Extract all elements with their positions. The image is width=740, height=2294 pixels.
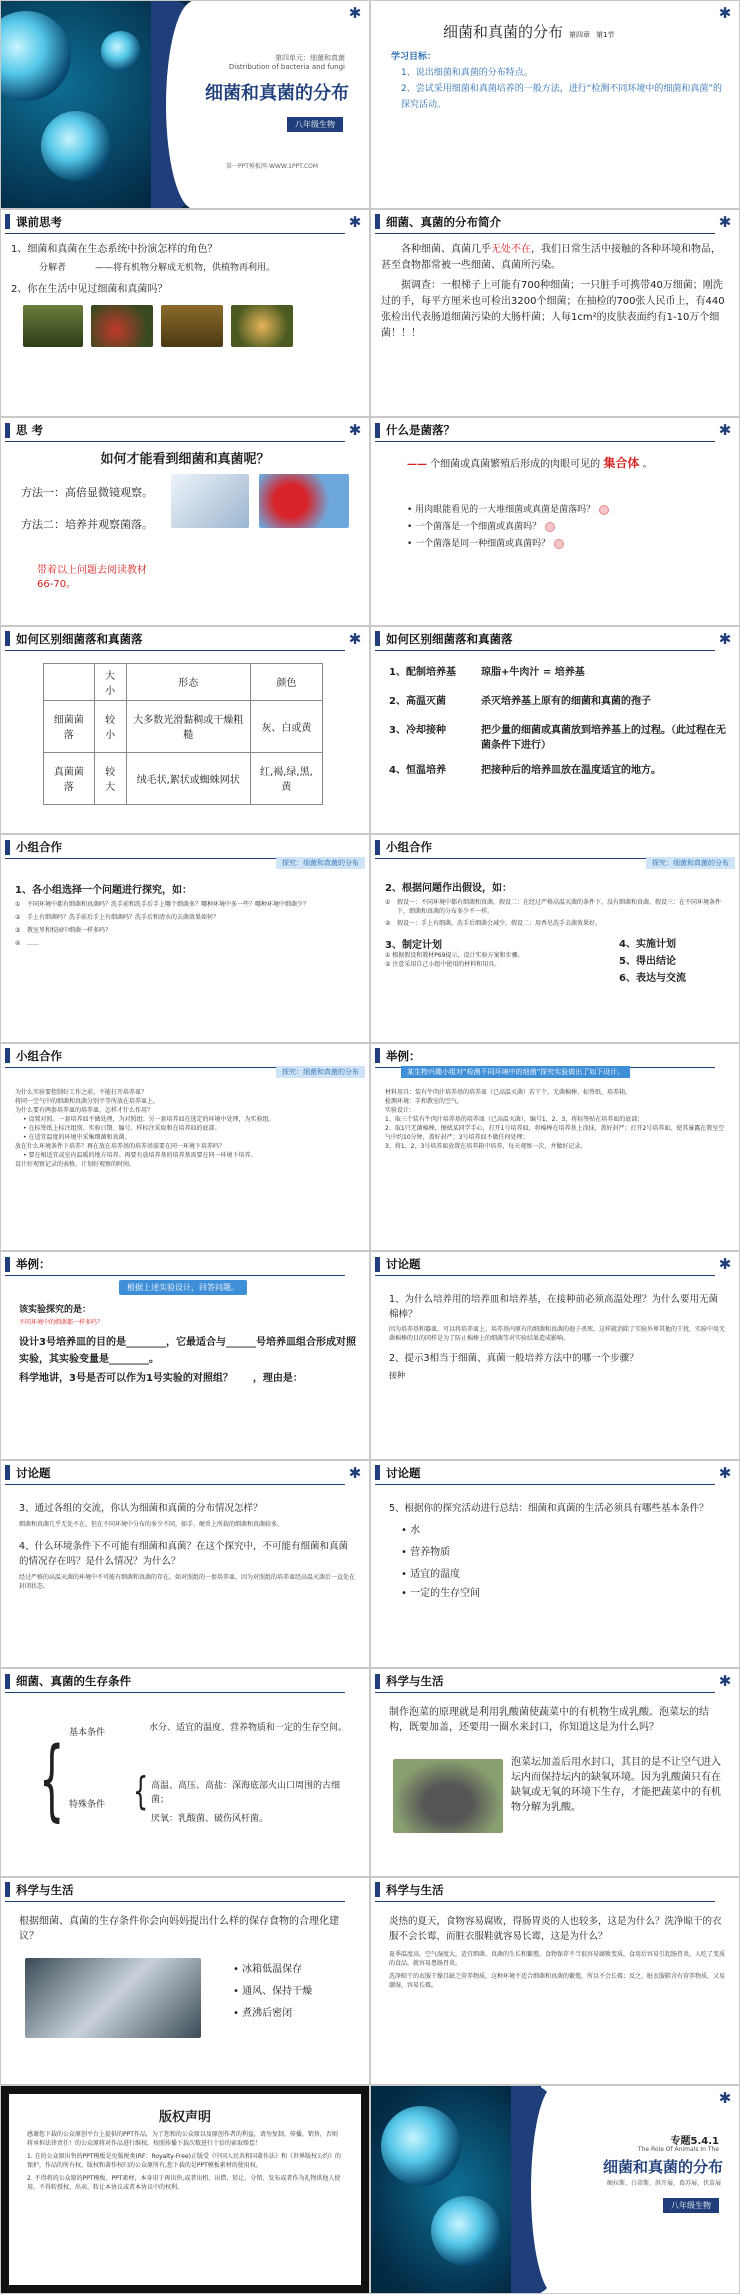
topic-tag: 根据上述实验设计，回答问题。 [119, 1280, 247, 1295]
end-tag: 专题5.4.1 [670, 2136, 719, 2147]
slide-header: 小组合作 [16, 1048, 62, 1063]
slide-header: 举例： [16, 1257, 51, 1271]
basic-value: 水分、适宜的温度、营养物质和一定的生存空间。 [149, 1723, 348, 1733]
chapter-label: 第四章 [569, 31, 591, 39]
text-line: 材料用具：装有牛肉汁培养基的培养皿（已高温灭菌）若干个、无菌棉棒、标签纸、培养箱。 [385, 1088, 632, 1096]
question: 4、什么环境条件下不可能有细菌和真菌？在这个探究中，不可能有细菌和真菌的情况存在吗？是什么情况？为什么？ [19, 1540, 349, 1567]
text-line: • 要在相适宜或室内温暖的地方培养。再要有放培养基的培养基需要在同一环境下培养。 [23, 1151, 257, 1159]
list-item: ② 假设一：手上有细菌，洗手后细菌会减少。假设二：用香皂洗手去菌效果好。 [385, 920, 602, 927]
step-label: 6、表达与交流 [619, 973, 686, 984]
fungus-photo [231, 305, 293, 347]
snowflake-icon: ✱ [718, 2089, 732, 2107]
question: 3、通过各组的交流，你认为细菌和真菌的分布情况怎样？ [19, 1502, 263, 1514]
colony-question: • 一个菌落是同一种细菌或真菌吗？ [407, 536, 609, 553]
paragraph: 根据细菌、真菌的生存条件你会向妈妈提出什么样的保存食物的合理化建议？ [19, 1915, 339, 1942]
cover-unit: 第四单元：细菌和真菌 [275, 54, 345, 62]
goal-item: 2、尝试采用细菌和真菌培养的一般方法，进行“检测不同环境中的细菌和真菌”的探究活动。 [401, 84, 723, 110]
snowflake-icon: ✱ [718, 1255, 732, 1273]
slide-science-life-3 [370, 1877, 740, 2086]
cover-en: Distribution of bacteria and fungi [228, 63, 345, 71]
answer-mark-icon [599, 505, 609, 515]
fungus-photo [23, 305, 83, 347]
text-line: 2、取1只无菌棉棒，擦拭某同学手心，打开1号培养皿，将棉棒在培养基上涂抹，盖好封严；打开2号培养皿，使其暴露在教室空气中约10分钟，盖好封严；3号培养皿不做任何处理； [385, 1124, 725, 1141]
snowflake-icon: ✱ [718, 212, 732, 231]
list-item: • 一定的生存空间 [401, 1587, 481, 1599]
topic-tag: 探究：细菌和真菌的分布 [276, 1066, 365, 1078]
slide-header: 如何区别细菌落和真菌落 [386, 631, 513, 646]
question: 该实验探究的是： [19, 1305, 92, 1315]
text-line: 实验设计： [385, 1106, 416, 1114]
intro-text: ，我们日常生活中接触的各种环境和物品，甚至食物都常被一些细菌、真菌所污染。 [381, 243, 721, 271]
paragraph: 泡菜坛加盖后用水封口，其目的是不让空气进入坛内而保持坛内的缺氧环境。因为乳酸菌只有在缺氧或无氧的环境下生存，才能把蔬菜中的有机物分解为乳酸。 [511, 1757, 721, 1813]
highlight-text: 无处不在 [491, 243, 531, 255]
virus-image [41, 111, 111, 181]
answer-text: 因为培养基和器皿，可以将培养皿上、培养基内原有的细菌和真菌的孢子杀死，这样就消除了实验外界其他的干扰，实验中用无菌棉棒的目的同样是为了防止棉棒上的细菌等对实验结果造成影响。 [389, 1326, 726, 1342]
end-en: The Role Of Animals In The [637, 2146, 719, 2153]
slide-header: 科学与生活 [386, 1882, 444, 1897]
slide-science-life-1 [370, 1668, 740, 1877]
step-row: 2、高温灭菌 杀灭培养基上原有的细菌和真菌的孢子 [389, 695, 651, 707]
answer-text: 经过严格的高温灭菌的环境中不可能有细菌和真菌的存在。如对照组的一套培养皿，因为对照组的培养皿经高温灭菌后一直处在封闭状态。 [19, 1573, 356, 1590]
slide-header: 小组合作 [386, 840, 432, 854]
slide-science-life-2 [0, 1877, 370, 2086]
slide-example-design [370, 1043, 740, 1252]
text-line: 1、取三个装有牛肉汁培养基的培养皿（已高温灭菌），编号1、2、3，将标签贴在培养皿的底部； [385, 1115, 644, 1123]
slide-end-cover [370, 2085, 740, 2294]
slide-header: 如何区别细菌落和真菌落 [16, 631, 143, 646]
virus-image [431, 2196, 501, 2266]
slide-header: 细菌、真菌的分布简介 [386, 214, 501, 229]
lead-text: 1、各小组选择一个问题进行探究，如： [15, 885, 192, 896]
definition-text: 个细菌或真菌繁殖后形成的肉眼可见的 [430, 459, 601, 470]
text-line: 为什么要有两套培养皿的培养皿，怎样才什么作用？ [15, 1106, 154, 1114]
slide-example-questions [0, 1251, 370, 1460]
snowflake-icon: ✱ [348, 212, 362, 231]
slide-group-work-2 [370, 834, 740, 1043]
slide-group-work-3 [0, 1043, 370, 1252]
section-label: 第1节 [596, 31, 615, 39]
list-item: ① 根据假设和教材P69提示，设计实验方案和步骤。 [385, 952, 524, 959]
list-item: • 营养物质 [401, 1546, 451, 1558]
slide-think [0, 417, 370, 626]
special-label: 特殊条件 [69, 1800, 106, 1810]
question: 1、细菌和真菌在生态系统中扮演怎样的角色？ [11, 243, 218, 255]
slide-title: 细菌和真菌的分布 [443, 23, 564, 41]
step-row: 3、冷却接种 把少量的细菌或真菌放到培养基上的过程。（此过程在无菌条件下进行） [389, 724, 726, 751]
end-subtitle: 硬拉斯、白蒂斯、洪开展、葛苏展、伏苗展 [606, 2180, 721, 2187]
list-item: • 通风、保持干燥 [233, 1985, 313, 1997]
slide-header: 讨论题 [386, 1257, 421, 1271]
slide-learning-goals [370, 0, 740, 209]
slide-colony-table [0, 626, 370, 835]
slide-cover [0, 0, 370, 209]
slide-discussion-3 [370, 1460, 740, 1669]
list-item: ① 假设一：不同环境中都有细菌和真菌。假设二：在经过严格高温灭菌的条件下，没有细菌和真菌。假设三：在不同环境条件下，细菌和真菌的分布多少不一样。 [385, 899, 722, 915]
special-value: 高温、高压、高盐：深海底部火山口周围的古细菌； [151, 1781, 341, 1805]
slide-header: 讨论题 [386, 1465, 421, 1480]
step-label: 5、得出结论 [619, 956, 676, 967]
question: 科学地讲，3号是否可以作为1号实验的对照组？ ，理由是： [19, 1373, 303, 1384]
table-row: 真菌菌落 较大 绒毛状,絮状或蜘蛛网状 红,褐,绿,黑,黄 [44, 752, 323, 804]
slide-living-conditions [0, 1668, 370, 1877]
answer-mark-icon [545, 522, 555, 532]
slide-header: 细菌、真菌的生存条件 [16, 1674, 131, 1688]
mold-photo [161, 305, 223, 347]
end-badge: 八年级生物 [663, 2198, 719, 2213]
slide-what-is-colony [370, 417, 740, 626]
cover-title: 细菌和真菌的分布 [205, 83, 349, 104]
snowflake-icon: ✱ [348, 421, 362, 439]
topic-tag: 探究：细菌和真菌的分布 [276, 857, 365, 869]
answer-text: ——将有机物分解成无机物，供植物再利用。 [95, 262, 276, 273]
basic-label: 基本条件 [69, 1728, 106, 1738]
brace-icon: { [133, 1768, 149, 1814]
copyright-text: 感谢您下载的公众原创平台上提供的PPT作品，为了您和的公众原以及原创作者的利益，请勿复制、传播、销售，否则将承担法律责任！的公众原将对作品进行维权，按照传播下载次数进行十倍的索取赔偿！ [27, 2131, 338, 2147]
snowflake-icon: ✱ [348, 629, 362, 648]
snowflake-icon: ✱ [348, 4, 362, 22]
text-line: • 设置对照。一套培养皿不做处理，为对照组；另一套培养皿在选定的环境中处理，为实验组。 [23, 1115, 275, 1123]
text-line: 3、将1、2、3号培养皿放置在培养箱中培养，每天观察一次，并做好记录。 [385, 1142, 587, 1150]
cover-site: 第一PPT模板网-WWW.1PPT.COM [226, 163, 319, 170]
list-item: • 冰箱低温保存 [233, 1963, 303, 1975]
lead-text: 2、根据问题作出假设，如： [385, 883, 512, 894]
slide-header: 思 考 [16, 423, 44, 437]
colony-question: • 用肉眼能看见的一大堆细菌或真菌是菌落吗？ [407, 502, 609, 519]
slide-culture-steps [370, 626, 740, 835]
topic-tag: 某生物兴趣小组对“检测不同环境中的细菌”探究实验做出了如下设计。 [401, 1066, 630, 1078]
text-line: 设计好观察记录的表格，计划好观察的时间。 [15, 1160, 136, 1168]
table-row: 细菌菌落 较小 大多数光滑黏稠或干燥粗糙 灰、白或黄 [44, 700, 323, 752]
list-item: ② 手上有细菌吗？洗手前后手上有细菌吗？洗手后和清水的去菌效果如何？ [15, 914, 220, 921]
slide-header: 小组合作 [16, 840, 62, 854]
special-value: 厌氧：乳酸菌、破伤风杆菌。 [151, 1814, 269, 1824]
slide-discussion-1 [370, 1251, 740, 1460]
slide-header: 举例： [386, 1048, 421, 1063]
paragraph: 洗净晾干的衣服干燥且缺乏营养物质，这种环境不适合细菌和真菌的繁殖，所以不会长霉；反之，脏衣服鞋含有营养物质，又易潮湿，容易长霉。 [389, 1972, 726, 1989]
question: 2、你在生活中见过细菌和真菌吗？ [11, 283, 168, 295]
method-2: 方法二：培养并观察菌落。 [21, 518, 153, 531]
microscope-photo [171, 474, 249, 528]
end-title: 细菌和真菌的分布 [602, 2158, 723, 2176]
list-item: ③ 教室里和校园中细菌一样多吗？ [15, 927, 112, 934]
virus-image [101, 31, 141, 71]
colony-comparison-table [43, 663, 323, 805]
question: 1、为什么培养用的培养皿和培养基，在接种前必须高温处理？为什么要用无菌棉棒？ [389, 1294, 719, 1320]
paragraph: 制作泡菜的原理就是利用乳酸菌使蔬菜中的有机物生成乳酸。泡菜坛的结构，既要加盖，还要用一圈水来封口，你知道这是为什么吗？ [389, 1707, 709, 1733]
pickle-jar-photo [393, 1759, 503, 1833]
copyright-text: 2. 不得将的公众原的PPT模板、PPT素材，本身用于再出售,或者出租、出借、转让、分销、发布或者作为礼物供他人使用，不得转授权、出卖、转让本协议或者本协议中的权利。 [27, 2175, 341, 2191]
slide-group-work-1 [0, 834, 370, 1043]
answer-mark-icon [554, 539, 564, 549]
snowflake-icon: ✱ [348, 1463, 362, 1482]
think-question: 如何才能看到细菌和真菌呢？ [100, 452, 270, 467]
table-header: 大小 形态 颜色 [44, 663, 323, 700]
slide-header: 课前思考 [16, 214, 62, 229]
goal-label: 学习目标： [391, 52, 437, 62]
slide-header: 讨论题 [16, 1465, 51, 1480]
question: 设计3号培养皿的目的是________，它最适合与______号培养皿组合形成对照实验，其实验变量是________。 [19, 1337, 356, 1365]
slide-pre-thinking [0, 209, 370, 418]
intro-text: 各种细菌、真菌几乎 [401, 243, 491, 255]
text-line: 将同一空气中的细菌和真菌分别平等所放在培养皿上。 [15, 1097, 160, 1105]
list-item: • 水 [401, 1524, 421, 1536]
text-line: 检测环境：手和教室的空气。 [385, 1097, 464, 1105]
reading-note: 带着以上问题去阅读教材66-70。 [37, 565, 147, 590]
definition-end: 。 [642, 459, 653, 470]
answer-label: 分解者 [39, 262, 67, 273]
brace-icon: { [39, 1730, 65, 1832]
slide-header: 科学与生活 [386, 1674, 444, 1688]
topic-tag: 探究：细菌和真菌的分布 [646, 857, 735, 869]
text-line: 放在什么环境条件下培养？再在放在培养基的培养基需要在同一环境下培养吗？ [15, 1142, 226, 1150]
paragraph: 夏季温度高，空气湿度大，适宜细菌、真菌的生长和繁殖，食物保存不当很容易腐败变质，食用后容易引起肠胃炎。人吃了变质的食品，就容易患肠胃炎。 [389, 1950, 726, 1967]
snowflake-icon: ✱ [718, 1672, 732, 1690]
plan-heading: 3、制定计划 [385, 940, 442, 951]
answer-text: 细菌和真菌几乎无处不在，但在不同环境中分布的多少不同，如手、硬币上所载的细菌和真菌较多。 [19, 1520, 284, 1528]
snowflake-icon: ✱ [718, 421, 732, 439]
list-item: • 适宜的温度 [401, 1568, 461, 1580]
slide-distribution-intro [370, 209, 740, 418]
step-row: 1、配制培养基 琼脂+牛肉汁 = 培养基 [389, 666, 585, 678]
copyright-text: 1. 在的公众原出售的PPT模板是免版税类(RF：Royalty-Free)正版受《中国人民共和国著作法》和《世界版权公约》的保护，作品的所有权、版权和著作权归的公众原所有,您下载的是PPT模板素材的使用权。 [27, 2153, 341, 2169]
blank: —— [407, 459, 427, 470]
answer-text: 接种 [389, 1371, 405, 1380]
slide-header: 科学与生活 [16, 1882, 74, 1897]
goal-item: 1、说出细菌和真菌的分布特点。 [401, 68, 533, 78]
cover-badge: 八年级生物 [287, 117, 343, 132]
method-1: 方法一：高倍显微镜观察。 [21, 486, 153, 499]
step-label: 4、实施计划 [619, 939, 676, 950]
text-line: • 在适宜温度的环境中采集细菌和真菌。 [23, 1133, 131, 1141]
colony-question: • 一个菌落是一个细菌或真菌吗？ [407, 519, 609, 536]
snowflake-icon: ✱ [718, 1463, 732, 1482]
snowflake-icon: ✱ [718, 629, 732, 648]
slide-discussion-2 [0, 1460, 370, 1669]
slide-header: 什么是菌落？ [386, 423, 455, 437]
text-line: 为什么实验要控制好工作之前，不能打开培养皿？ [15, 1088, 148, 1096]
question: 5、根据你的探究活动进行总结：细菌和真菌的生活必须具有哪些基本条件？ [389, 1502, 709, 1514]
list-item: ① 不同环境中都有细菌和真菌吗？洗手前和洗手后手上哪个细菌多？哪种环境中多一些？哪种环境中细菌少？ [15, 901, 310, 908]
slide-copyright [0, 2085, 370, 2294]
list-item: ④ …… [15, 940, 39, 947]
paragraph: 炎热的夏天，食物容易腐败，得肠胃炎的人也较多，这是为什么？洗净晾干的衣服不会长霉，而脏衣服鞋就容易长霉，这是为什么？ [389, 1915, 722, 1942]
snowflake-icon: ✱ [718, 4, 732, 22]
definition-keyword: 集合体 [603, 456, 640, 470]
fridge-photo [25, 1958, 201, 2038]
text-line: • 在标签纸上标注组别、实验日期、编号、样标注采取和在培养皿的底部。 [23, 1124, 221, 1132]
survey-text: 据调查：一根梯子上可能有700种细菌；一只脏手可携带40万细菌；刚洗过的手，每平方厘米也可检出3200个细菌；在抽检的700张人民币上，有440张检出代表肠道细菌污染的大肠杆菌；人每1cm²的皮肤表面约有1-10万个细菌！！！ [381, 279, 725, 339]
mushroom-photo [91, 305, 153, 347]
petri-dish-photo [259, 474, 349, 528]
copyright-title: 版权声明 [158, 2110, 211, 2125]
list-item: ② 注意采用自己小组中使用的材料和用具。 [385, 961, 501, 968]
answer-text: 不同环境中的细菌都一样多吗？ [19, 1319, 104, 1326]
list-item: • 煮沸后密闭 [233, 2007, 293, 2019]
virus-image [381, 2106, 461, 2186]
question: 2、提示3相当于细菌、真菌一般培养方法中的哪一个步骤？ [389, 1353, 639, 1364]
step-row: 4、恒温培养 把接种后的培养皿放在温度适宜的地方。 [389, 764, 661, 776]
